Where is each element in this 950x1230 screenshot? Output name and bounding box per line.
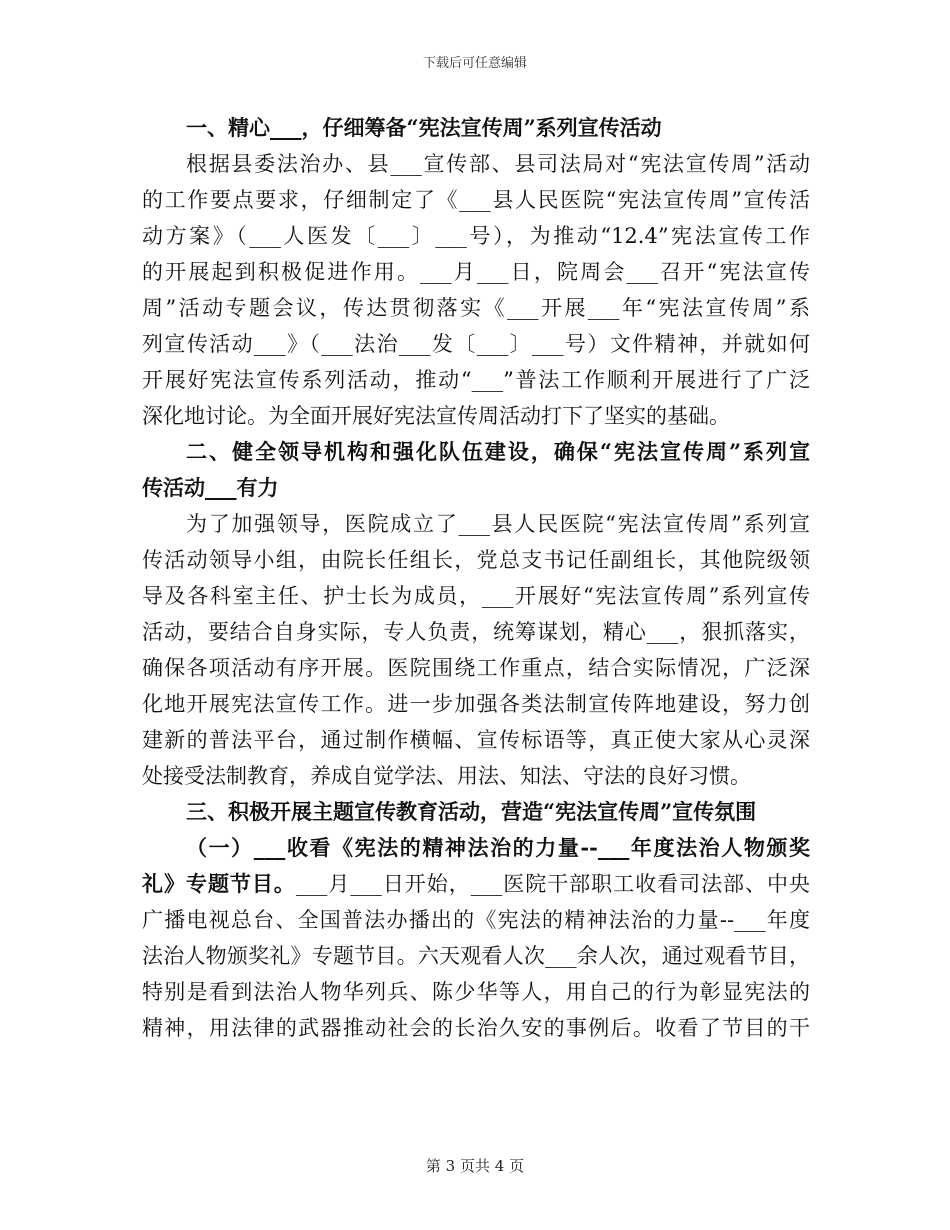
- subsection-1-heading: （一）___收看《宪法的精神法治的力量--___年度法治人物颁奖: [186, 835, 810, 860]
- section-2-line: 活动，要结合自身实际，专人负责，统筹谋划，精心___，狠抓落实，: [142, 620, 810, 644]
- section-3-line: 精神，用法律的武器推动社会的长治久安的事例后。收看了节目的干: [142, 1016, 810, 1040]
- section-1-line: 深化地讨论。为全面开展好宪法宣传周活动打下了坚实的基础。: [142, 404, 730, 428]
- section-1-line: 根据县委法治办、县___宣传部、县司法局对“宪法宣传周”活动: [186, 152, 810, 176]
- section-2-line: 化地开展宪法宣传工作。进一步加强各类法制宣传阵地建设，努力创: [142, 692, 810, 716]
- section-2-line: 处接受法制教育，养成自觉学法、用法、知法、守法的良好习惯。: [142, 764, 751, 788]
- section-2-line: 确保各项活动有序开展。医院围绕工作重点，结合实际情况，广泛深: [142, 656, 810, 680]
- document-body: [142, 110, 810, 1046]
- section-2-heading-cont: 传活动___有力: [142, 475, 279, 500]
- section-3-line: 广播电视总台、全国普法办播出的《宪法的精神法治的力量--___年度: [142, 908, 810, 932]
- section-3-line: 法治人物颁奖礼》专题节目。六天观看人次___余人次，通过观看节目，: [142, 944, 810, 968]
- section-2-line: 为了加强领导，医院成立了___县人民医院“宪法宣传周”系列宣: [186, 512, 810, 536]
- section-3-text: ___月___日开始，___医院干部职工收看司法部、中央: [295, 872, 810, 896]
- section-1-heading: 一、精心___，仔细筹备“宪法宣传周”系列宣传活动: [186, 115, 662, 140]
- section-2-line: 传活动领导小组，由院长任组长，党总支书记任副组长，其他院级领: [142, 548, 810, 572]
- section-1-line: 开展好宪法宣传系列活动，推动“___”普法工作顺利开展进行了广泛: [142, 368, 810, 392]
- section-2-heading: 二、健全领导机构和强化队伍建设，确保“宪法宣传周”系列宣: [186, 439, 810, 464]
- section-1-line: 列宣传活动___》（___法治___发〔___〕___号）文件精神，并就如何: [142, 332, 810, 356]
- section-1-line: 的工作要点要求，仔细制定了《___县人民医院“宪法宣传周”宣传活: [142, 188, 810, 212]
- section-3-line: [142, 866, 810, 902]
- section-2-line: 建新的普法平台，通过制作横幅、宣传标语等，真正使大家从心灵深: [142, 728, 810, 752]
- subsection-1-heading-end: 礼》专题节目。: [142, 871, 296, 896]
- section-1-line: 的开展起到积极促进作用。___月___日，院周会___召开“宪法宣传: [142, 260, 810, 284]
- page-footer: 第 3 页共 4 页: [425, 1157, 525, 1175]
- section-3-line: 特别是看到法治人物华列兵、陈少华等人，用自己的行为彰显宪法的: [142, 980, 810, 1004]
- section-1-line: 周”活动专题会议，传达贯彻落实《___开展___年“宪法宣传周”系: [142, 296, 810, 320]
- section-3-heading: 三、积极开展主题宣传教育活动，营造“宪法宣传周”宣传氛围: [186, 799, 757, 824]
- section-1-line: 动方案》（___人医发〔___〕___号），为推动“12.4”宪法宣传工作: [142, 224, 810, 248]
- section-2-line: 导及各科室主任、护士长为成员，___开展好“宪法宣传周”系列宣传: [142, 584, 810, 608]
- page-header: 下载后可任意编辑: [422, 56, 527, 71]
